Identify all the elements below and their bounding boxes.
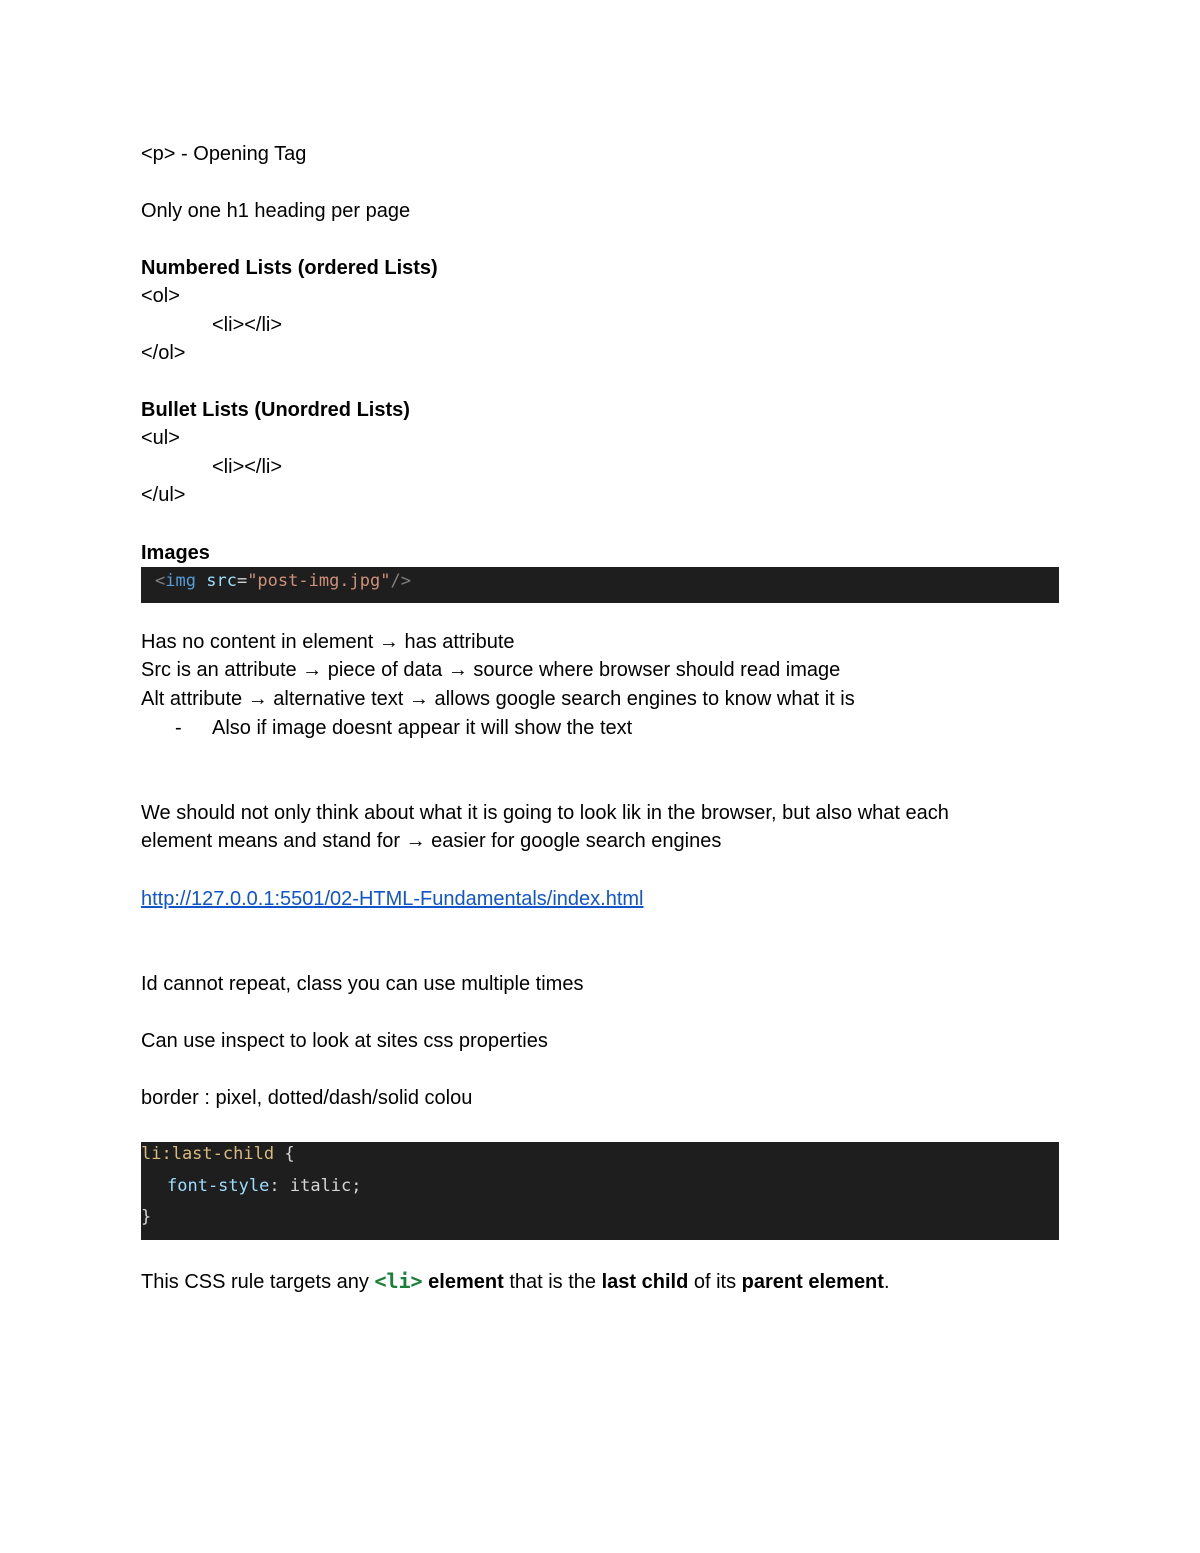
code-attr-name: src <box>206 571 237 591</box>
semantics-note-line-1: We should not only think about what it is going to look lik in the browser, but also what each <box>141 802 949 824</box>
explanation-period: . <box>883 1271 890 1293</box>
inline-code-li: <li> <box>374 1269 423 1293</box>
semantics-note-line-2: element means and stand for → easier for google search engines <box>141 830 722 852</box>
code-self-close: /> <box>390 571 411 591</box>
h1-note: Only one h1 heading per page <box>141 200 411 222</box>
code-tag-name: img <box>165 571 196 591</box>
css-close-brace: } <box>141 1207 152 1227</box>
id-class-note: Id cannot repeat, class you can use multiple times <box>141 973 584 995</box>
src-attr-note: Src is an attribute → piece of data → source where browser should read image <box>141 659 841 681</box>
css-close-line <box>141 1205 151 1229</box>
bullet-lists-heading: Bullet Lists (Unordred Lists) <box>141 399 410 421</box>
css-selector: li:last-child <box>141 1144 275 1164</box>
css-colon: : <box>269 1176 280 1196</box>
css-value: italic; <box>289 1176 362 1196</box>
ul-close-line: </ul> <box>141 484 186 506</box>
alt-sub-note: Also if image doesnt appear it will show the text <box>212 717 633 739</box>
css-declaration-line <box>167 1174 362 1198</box>
numbered-lists-heading: Numbered Lists (ordered Lists) <box>141 257 438 279</box>
explanation-parent-element: parent element <box>741 1271 884 1293</box>
explanation-part-5: of its <box>688 1271 742 1293</box>
css-explanation <box>141 1267 890 1296</box>
ul-li-line: <li></li> <box>212 456 283 478</box>
explanation-last-child: last child <box>601 1271 689 1293</box>
css-selector-line <box>141 1142 295 1166</box>
img-code-line <box>155 569 411 593</box>
css-code-block <box>141 1142 1059 1240</box>
border-note: border : pixel, dotted/dash/solid colou <box>141 1087 473 1109</box>
p-tag-note: <p> - Opening Tag <box>141 143 307 165</box>
code-attr-value: "post-img.jpg" <box>247 571 391 591</box>
no-content-note: Has no content in element → has attribute <box>141 631 515 653</box>
alt-attr-note: Alt attribute → alternative text → allows google search engines to know what it is <box>141 688 855 710</box>
explanation-part-3: that is the <box>503 1271 602 1293</box>
bullet-dash: - <box>175 717 182 739</box>
local-server-link[interactable]: http://127.0.0.1:5501/02-HTML-Fundamentals/index.html <box>141 888 644 910</box>
ol-close-line: </ol> <box>141 342 186 364</box>
ol-li-line: <li></li> <box>212 314 283 336</box>
explanation-part-1: This CSS rule targets any <box>141 1271 375 1293</box>
images-heading: Images <box>141 542 210 564</box>
ol-open-line: <ol> <box>141 285 180 307</box>
code-equals: = <box>236 571 248 591</box>
css-property: font-style <box>167 1176 270 1196</box>
img-code-block <box>141 567 1059 603</box>
css-open-brace: { <box>284 1144 295 1164</box>
inspect-note: Can use inspect to look at sites css properties <box>141 1030 548 1052</box>
code-lt: < <box>155 571 166 591</box>
explanation-element: element <box>428 1271 504 1293</box>
ul-open-line: <ul> <box>141 427 180 449</box>
